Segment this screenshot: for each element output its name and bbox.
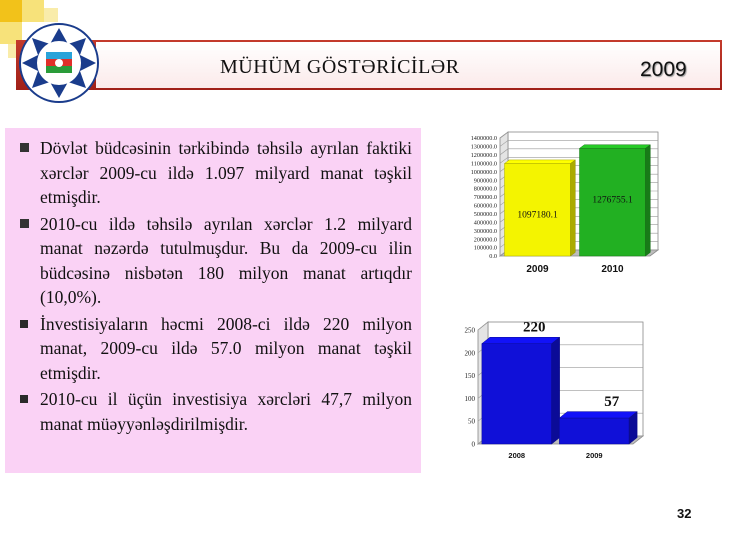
y-tick-label: 50	[468, 417, 475, 426]
data-label: 1097180.1	[517, 210, 558, 221]
data-label: 1276755.1	[592, 195, 633, 206]
y-tick-label: 1400000.0	[470, 135, 497, 143]
bar	[482, 344, 552, 444]
y-tick-label: 700000.0	[473, 194, 497, 202]
y-tick-label: 600000.0	[473, 202, 497, 210]
decor-square	[22, 0, 44, 22]
bar	[559, 418, 629, 444]
y-tick-label: 800000.0	[473, 185, 497, 193]
y-tick-label: 1200000.0	[470, 152, 497, 160]
list-item	[20, 212, 412, 310]
bar-side	[571, 160, 576, 256]
y-tick-label: 900000.0	[473, 177, 497, 185]
bullet-marker-icon	[20, 219, 29, 228]
y-tick-label: 300000.0	[473, 227, 497, 235]
bar-side	[552, 337, 560, 444]
bullet-marker-icon	[20, 143, 29, 152]
ministry-emblem-icon	[18, 22, 100, 104]
bar-top	[580, 145, 651, 149]
bar-top	[559, 412, 637, 418]
y-tick-label: 1100000.0	[470, 160, 497, 168]
bar-top	[482, 337, 560, 343]
y-tick-label: 100	[464, 394, 475, 403]
bullet-text: 2010-cu ildə təhsilə ayrılan xərclər 1.2 milyard manat nəzərdə tutulmuşdur. Bu da 2009-cu ilin büdcəsinə nisbətən 180 milyon manat artıqdır (10,0%).	[40, 213, 412, 307]
bullet-text: Dövlət büdcəsinin tərkibində təhsilə ayrılan faktiki xərclər 2009-cu ildə 1.097 milyard manat təşkil etmişdir.	[40, 138, 412, 207]
page-number: 32	[677, 506, 692, 521]
data-label: 220	[522, 319, 546, 336]
y-tick-label: 0	[471, 440, 475, 449]
x-tick-label: 2008	[508, 451, 526, 460]
x-tick-label: 2010	[601, 264, 624, 275]
y-tick-label: 150	[464, 372, 475, 381]
bullet-text: 2010-cu il üçün investisiya xərcləri 47,7 milyon manat müəyyənləşdirilmişdir.	[40, 389, 412, 434]
y-tick-label: 0.0	[489, 253, 497, 261]
list-item	[20, 387, 412, 436]
y-tick-label: 200000.0	[473, 236, 497, 244]
x-tick-label: 2009	[526, 264, 549, 275]
page-title: MÜHÜM GÖSTƏRİCİLƏR	[220, 56, 460, 78]
y-tick-label: 100000.0	[473, 244, 497, 252]
y-tick-label: 400000.0	[473, 219, 497, 227]
decor-square	[44, 8, 58, 22]
investment-chart	[450, 316, 660, 472]
bullet-list	[20, 136, 412, 436]
bar-side	[646, 145, 651, 256]
header-year: 2009	[640, 58, 687, 81]
education-budget-chart	[438, 124, 678, 284]
y-tick-label: 250	[464, 326, 475, 335]
y-tick-label: 1000000.0	[470, 168, 497, 176]
y-tick-label: 500000.0	[473, 211, 497, 219]
y-tick-label: 200	[464, 349, 475, 358]
bullet-text: İnvestisiyaların həcmi 2008-ci ildə 220 milyon manat, 2009-cu ildə 57.0 milyon manat təşkil etmişdir.	[40, 313, 412, 383]
bullet-marker-icon	[20, 320, 28, 328]
y-tick-label: 1300000.0	[470, 143, 497, 151]
x-tick-label: 2009	[585, 451, 603, 460]
list-item	[20, 136, 412, 210]
bullet-marker-icon	[20, 395, 28, 403]
data-label: 57	[604, 394, 620, 411]
decor-square	[0, 0, 22, 22]
bar-top	[505, 160, 576, 164]
list-item	[20, 312, 412, 386]
